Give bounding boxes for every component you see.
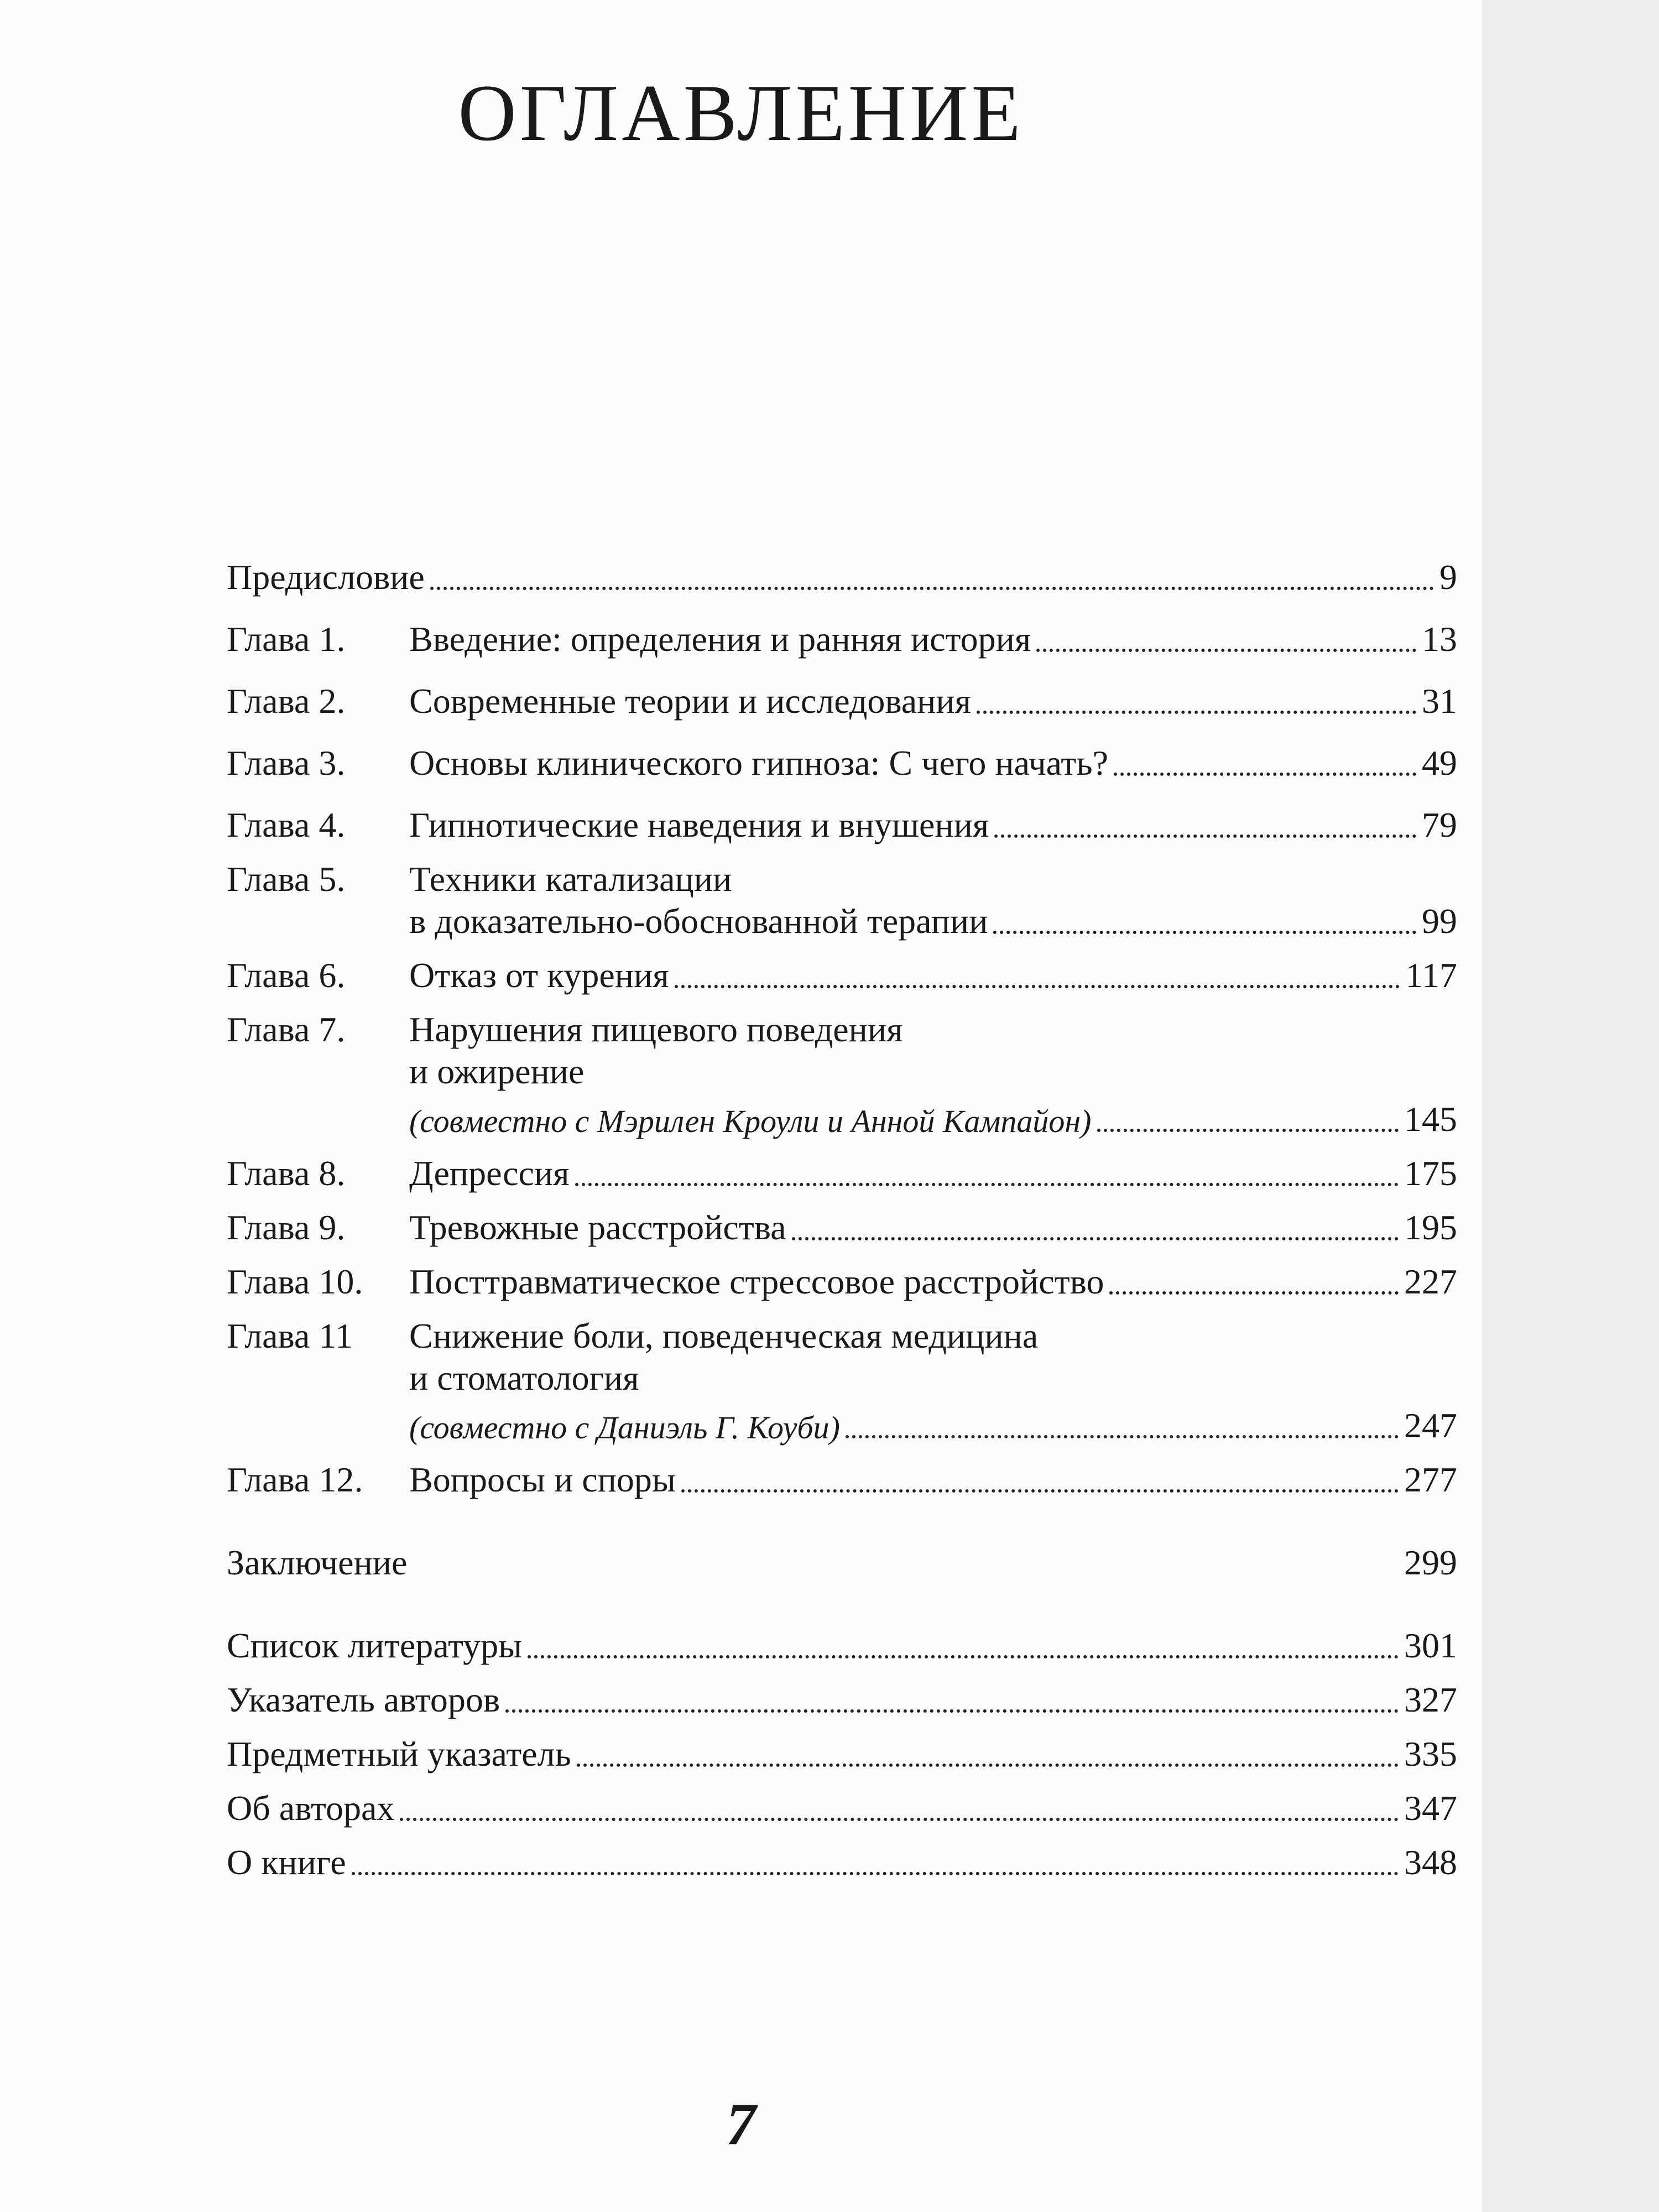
dot-leader bbox=[1109, 1291, 1399, 1295]
toc-entry-page: 348 bbox=[1404, 1843, 1457, 1882]
dot-leader bbox=[675, 985, 1400, 988]
toc-entry-label: Предметный указатель bbox=[227, 1734, 571, 1773]
dot-leader bbox=[1097, 1129, 1399, 1132]
page-title: ОГЛАВЛЕНИЕ bbox=[458, 68, 1024, 158]
toc-entry-page: 117 bbox=[1405, 956, 1457, 995]
dot-leader bbox=[352, 1872, 1399, 1875]
toc-entry-label: Предисловие bbox=[227, 557, 425, 597]
toc-entry-page: 195 bbox=[1404, 1208, 1457, 1247]
toc-entry-label: Глава 5. bbox=[227, 859, 346, 899]
toc-entry-title-cont: и ожирение bbox=[409, 1052, 585, 1091]
dot-leader bbox=[846, 1435, 1399, 1438]
toc-entry-label: О книге bbox=[227, 1843, 346, 1882]
toc-entry-page: 49 bbox=[1422, 743, 1457, 782]
toc-entry-preface bbox=[227, 545, 1457, 598]
toc-entry-label: Заключение bbox=[227, 1543, 408, 1582]
toc-entry-page: 99 bbox=[1422, 901, 1457, 941]
toc-entry-label: Глава 1. bbox=[227, 619, 346, 659]
toc-entry-label: Список литературы bbox=[227, 1626, 523, 1665]
toc-entry-chapter-4 bbox=[227, 784, 1457, 846]
page-margin-edge bbox=[1482, 0, 1659, 2212]
toc-entry-page: 335 bbox=[1404, 1734, 1457, 1773]
toc-entry-label: Об авторах bbox=[227, 1788, 395, 1828]
toc-entry-chapter-1 bbox=[227, 598, 1457, 660]
dot-leader bbox=[430, 587, 1434, 590]
toc-entry-title: Тревожные расстройства bbox=[409, 1208, 786, 1247]
toc-entry-references bbox=[227, 1583, 1457, 1666]
toc-entry-chapter-2 bbox=[227, 660, 1457, 722]
toc-entry-chapter-10 bbox=[227, 1248, 1457, 1302]
toc-entry-title-cont: в доказательно-обоснованной терапии bbox=[409, 901, 988, 941]
toc-entry-chapter-6 bbox=[227, 942, 1457, 996]
toc-entry-chapter-3 bbox=[227, 722, 1457, 784]
toc-entry-coauthors: (совместно с Мэрилен Кроули и Анной Кампайон) bbox=[409, 1103, 1092, 1139]
toc-entry-chapter-11-authors bbox=[227, 1399, 1457, 1446]
toc-entry-conclusion bbox=[227, 1500, 1457, 1583]
toc-entry-title-cont: и стоматология bbox=[409, 1358, 639, 1397]
toc-entry-page: 145 bbox=[1404, 1099, 1457, 1139]
dot-leader bbox=[994, 834, 1416, 838]
toc-entry-page: 347 bbox=[1404, 1788, 1457, 1828]
dot-leader bbox=[575, 1183, 1399, 1186]
toc-entry-label: Указатель авторов bbox=[227, 1680, 500, 1719]
toc-entry-title: Нарушения пищевого поведения bbox=[409, 1010, 903, 1049]
toc-entry-title: Введение: определения и ранняя история bbox=[409, 619, 1031, 659]
toc-entry-label: Глава 2. bbox=[227, 681, 346, 721]
toc-entry-page: 227 bbox=[1404, 1262, 1457, 1301]
toc-entry-page: 13 bbox=[1422, 619, 1457, 659]
toc-entry-label: Глава 4. bbox=[227, 805, 346, 844]
table-of-contents bbox=[227, 545, 1457, 1883]
toc-entry-page: 247 bbox=[1404, 1406, 1457, 1445]
toc-entry-chapter-7-authors bbox=[227, 1092, 1457, 1140]
dot-leader bbox=[577, 1764, 1399, 1767]
toc-entry-about-book bbox=[227, 1829, 1457, 1883]
toc-entry-author-index bbox=[227, 1666, 1457, 1720]
toc-entry-chapter-12 bbox=[227, 1446, 1457, 1500]
dot-leader bbox=[977, 711, 1416, 714]
toc-entry-label: Глава 11 bbox=[227, 1316, 353, 1355]
toc-entry-title: Отказ от курения bbox=[409, 956, 669, 995]
dot-leader bbox=[505, 1709, 1399, 1713]
dot-leader bbox=[1114, 773, 1416, 776]
toc-entry-coauthors: (совместно с Даниэль Г. Коуби) bbox=[409, 1410, 840, 1446]
toc-entry-title: Гипнотические наведения и внушения bbox=[409, 805, 989, 844]
toc-entry-about-authors bbox=[227, 1775, 1457, 1829]
dot-leader bbox=[993, 931, 1416, 934]
toc-entry-chapter-9 bbox=[227, 1194, 1457, 1248]
toc-entry-chapter-7 bbox=[227, 996, 1457, 1050]
toc-entry-label: Глава 12. bbox=[227, 1460, 363, 1499]
toc-entry-page: 31 bbox=[1422, 681, 1457, 721]
dot-leader bbox=[400, 1818, 1399, 1821]
toc-entry-title: Основы клинического гипноза: С чего начать? bbox=[409, 743, 1108, 782]
toc-entry-title: Депрессия bbox=[409, 1154, 570, 1193]
toc-entry-page: 299 bbox=[1404, 1543, 1457, 1582]
page-number: 7 bbox=[726, 2091, 756, 2157]
toc-entry-title: Техники катализации bbox=[409, 859, 732, 899]
toc-entry-page: 79 bbox=[1422, 805, 1457, 844]
toc-entry-title: Вопросы и споры bbox=[409, 1460, 676, 1499]
toc-entry-page: 277 bbox=[1404, 1460, 1457, 1499]
toc-entry-chapter-5-cont bbox=[227, 900, 1457, 942]
dot-leader bbox=[528, 1655, 1399, 1658]
dot-leader bbox=[792, 1237, 1399, 1240]
toc-entry-label: Глава 8. bbox=[227, 1154, 346, 1193]
toc-entry-title: Современные теории и исследования bbox=[409, 681, 972, 721]
toc-entry-label: Глава 6. bbox=[227, 956, 346, 995]
toc-entry-label: Глава 10. bbox=[227, 1262, 363, 1301]
toc-entry-label: Глава 3. bbox=[227, 743, 346, 782]
toc-entry-chapter-11 bbox=[227, 1302, 1457, 1357]
toc-entry-page: 327 bbox=[1404, 1680, 1457, 1719]
toc-entry-chapter-7-cont bbox=[227, 1050, 1457, 1092]
toc-entry-title: Снижение боли, поведенческая медицина bbox=[409, 1316, 1039, 1355]
toc-entry-chapter-8 bbox=[227, 1140, 1457, 1194]
toc-entry-page: 301 bbox=[1404, 1626, 1457, 1665]
toc-entry-label: Глава 9. bbox=[227, 1208, 346, 1247]
dot-leader bbox=[1036, 649, 1416, 652]
dot-leader bbox=[681, 1489, 1399, 1493]
toc-entry-subject-index bbox=[227, 1720, 1457, 1775]
toc-entry-chapter-11-cont bbox=[227, 1357, 1457, 1399]
toc-entry-title: Посттравматическое стрессовое расстройство bbox=[409, 1262, 1104, 1301]
toc-entry-page: 175 bbox=[1404, 1154, 1457, 1193]
toc-entry-chapter-5 bbox=[227, 846, 1457, 900]
toc-entry-page: 9 bbox=[1439, 557, 1457, 597]
toc-entry-label: Глава 7. bbox=[227, 1010, 346, 1049]
